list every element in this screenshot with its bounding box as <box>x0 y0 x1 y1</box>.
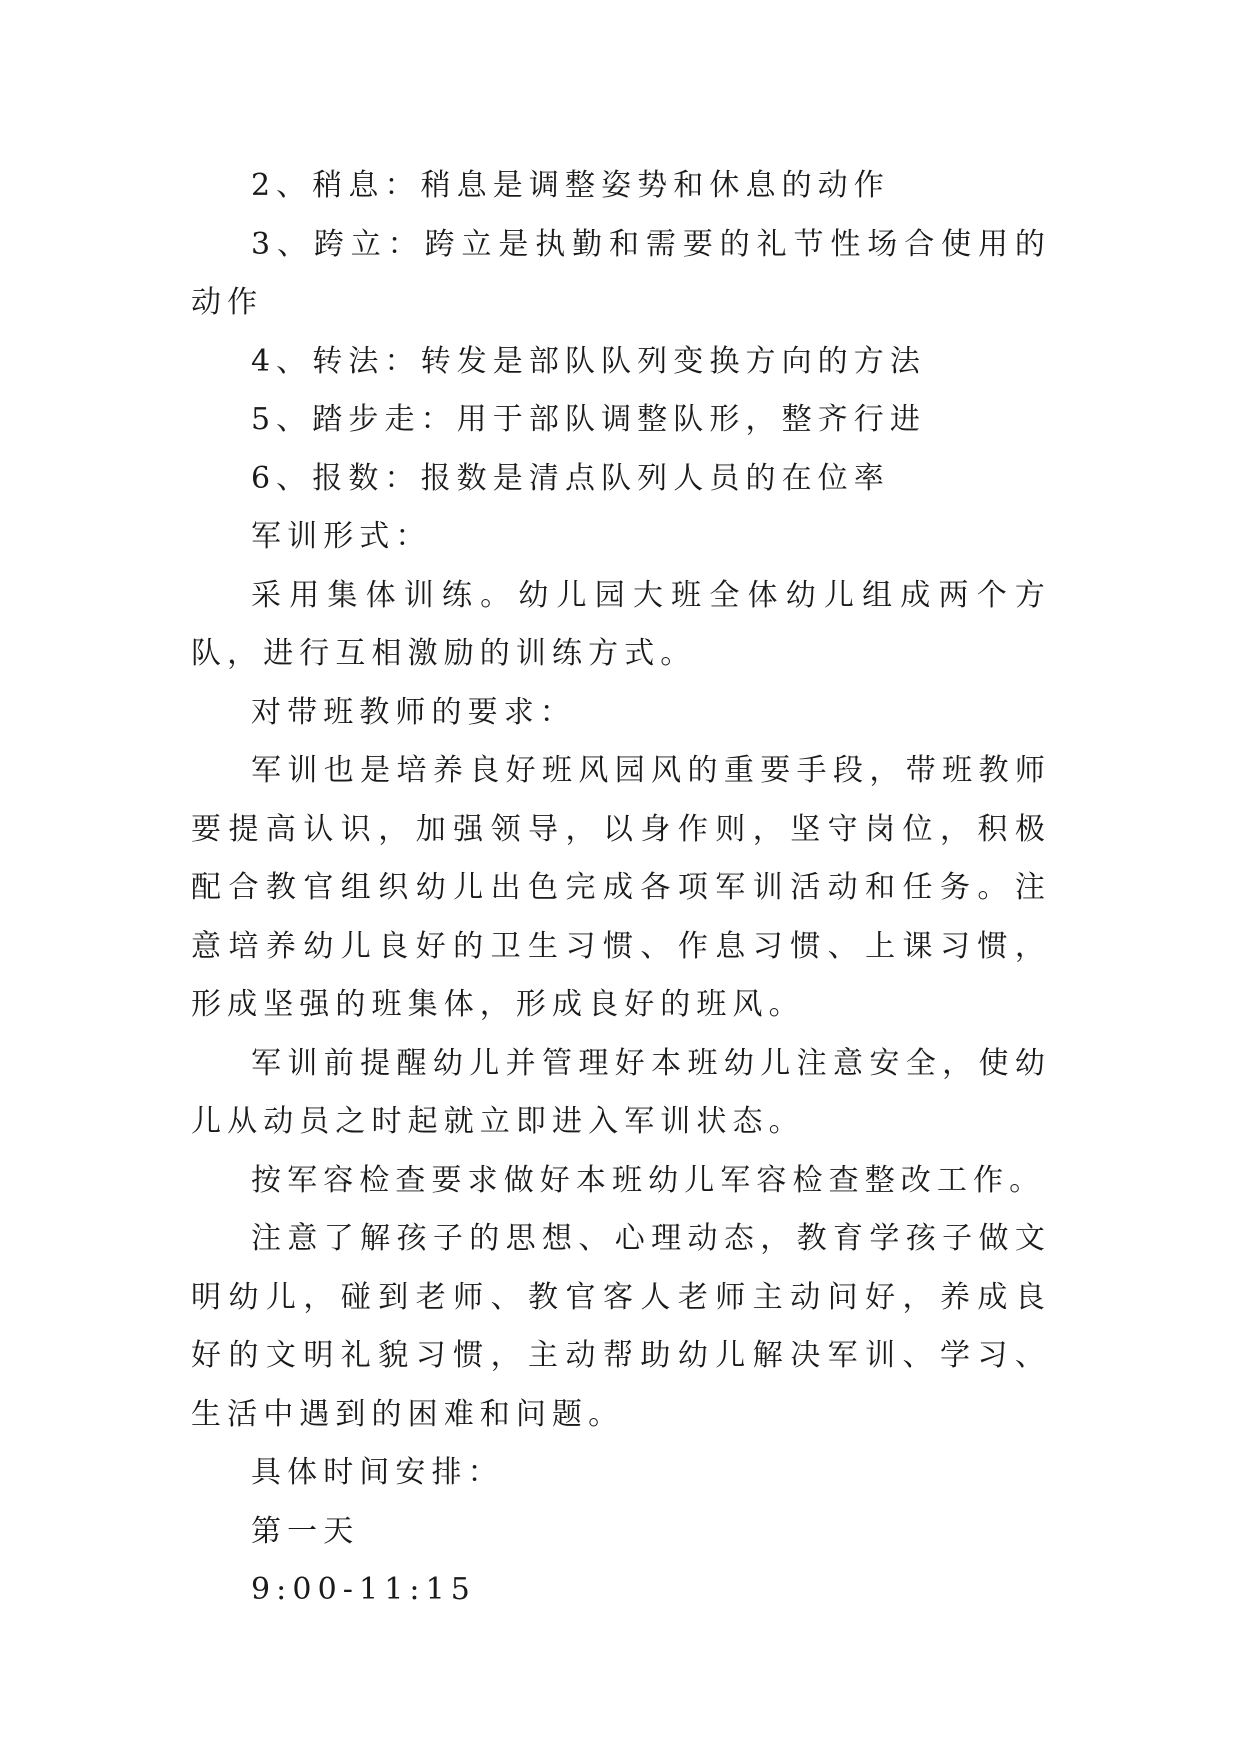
paragraph-mark-time: 5、踏步走：用于部队调整队形，整齐行进 <box>251 402 926 437</box>
paragraph-teacher-role: 军训也是培养良好班风园风的重要手段，带班教师要提高认识，加强领导，以身作则，坚守岗位，积极配合教官组织幼儿出色完成各项军训活动和任务。注意培养幼儿良好的卫生习惯、作息习惯、上课习惯，形成坚强的班集体，形成良好的班风。 <box>191 753 1051 1022</box>
paragraph-parade-rest: 3、跨立：跨立是执勤和需要的礼节性场合使用的动作 <box>191 226 1051 320</box>
heading-schedule: 具体时间安排： <box>251 1455 504 1490</box>
paragraph-safety: 军训前提醒幼儿并管理好本班幼儿注意安全，使幼儿从动员之时起就立即进入军训状态。 <box>191 1045 1051 1139</box>
paragraph-care: 注意了解孩子的思想、心理动态，教育学孩子做文明幼儿，碰到老师、教官客人老师主动问好，养成良好的文明礼貌习惯，主动帮助幼儿解决军训、学习、生活中遇到的困难和问题。 <box>191 1221 1051 1432</box>
paragraph-training-form: 采用集体训练。幼儿园大班全体幼儿组成两个方队，进行互相激励的训练方式。 <box>191 577 1051 671</box>
heading-teacher-requirements: 对带班教师的要求： <box>251 694 576 730</box>
schedule-day-one: 第一天 <box>251 1513 360 1549</box>
document-body <box>191 157 1051 1620</box>
heading-training-form: 军训形式： <box>251 519 432 554</box>
paragraph-count-off: 6、报数：报数是清点队列人员的在位率 <box>251 460 890 496</box>
paragraph-inspection: 按军容检查要求做好本班幼儿军容检查整改工作。 <box>251 1162 1046 1198</box>
paragraph-turning: 4、转法：转发是部队队列变换方向的方法 <box>251 343 926 379</box>
schedule-time: 9:00-11:15 <box>251 1572 476 1607</box>
paragraph-rest-step: 2、稍息：稍息是调整姿势和休息的动作 <box>251 168 890 203</box>
